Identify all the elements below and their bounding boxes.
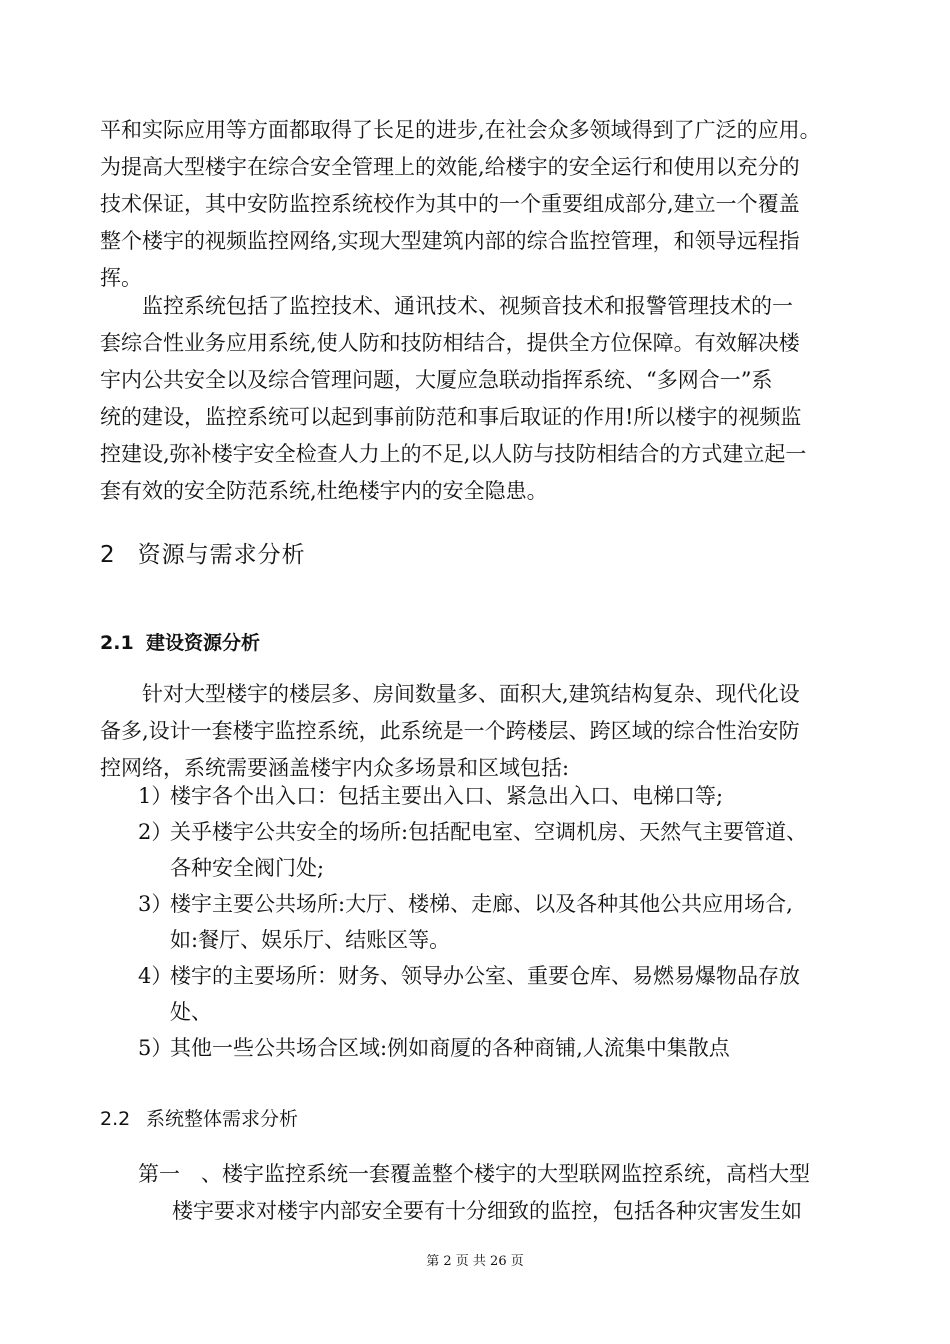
- paragraph-line: 技术保证，其中安防监控系统校作为其中的一个重要组成部分,建立一个覆盖: [100, 192, 800, 216]
- list-item-text: 关乎楼宇公共安全的场所:包括配电室、空调机房、天然气主要管道、: [170, 820, 808, 844]
- list-item-text: 楼宇主要公共场所:大厅、楼梯、走廊、以及各种其他公共应用场合,: [170, 892, 793, 916]
- section-number: 2.2: [100, 1108, 131, 1130]
- paragraph-1: [100, 112, 860, 297]
- list-item-text: 其他一些公共场合区域:例如商厦的各种商铺,人流集中集散点: [170, 1036, 730, 1060]
- list-item: [138, 958, 868, 1030]
- paragraph-line: 挥。: [100, 266, 142, 290]
- section-heading-2-1: [100, 628, 260, 655]
- section-title: 系统整体需求分析: [146, 1108, 299, 1130]
- list-marker: 1）: [138, 784, 173, 808]
- list-marker: 4）: [138, 964, 173, 988]
- section-heading-2: [100, 536, 306, 569]
- section-title: 建设资源分析: [146, 632, 261, 654]
- paragraph-line: 宇内公共安全以及综合管理问题，大厦应急联动指挥系统、“多网合一”系: [100, 368, 773, 392]
- area-list: [138, 778, 868, 1066]
- section-title: 资源与需求分析: [137, 542, 306, 568]
- paragraph-3: [100, 676, 860, 787]
- section-number: 2.1: [100, 632, 134, 654]
- list-item: [138, 1030, 868, 1066]
- paragraph-line: 平和实际应用等方面都取得了长足的进步,在社会众多领域得到了广泛的应用。: [100, 118, 821, 142]
- list-marker: 3）: [138, 892, 173, 916]
- paragraph-line: 套有效的安全防范系统,杜绝楼宇内的安全隐患。: [100, 479, 548, 503]
- page-footer: 第 2 页 共 26 页: [426, 1254, 524, 1269]
- paragraph-4: [138, 1156, 868, 1230]
- list-item-text: 各种安全阀门处;: [170, 856, 325, 880]
- list-item: [138, 886, 868, 958]
- paragraph-line: 为提高大型楼宇在综合安全管理上的效能,给楼宇的安全运行和使用以充分的: [100, 155, 800, 179]
- list-item-text: 处、: [170, 1000, 212, 1024]
- section-number: 2: [100, 542, 116, 568]
- paragraph-line: 套综合性业务应用系统,使人防和技防相结合，提供全方位保障。有效解决楼: [100, 331, 800, 355]
- paragraph-line: 控网络，系统需要涵盖楼宇内众多场景和区域包括:: [100, 756, 570, 780]
- paragraph-line: 监控系统包括了监控技术、通讯技术、视频音技术和报警管理技术的一: [142, 294, 793, 318]
- paragraph-line: 第一 、楼宇监控系统一套覆盖整个楼宇的大型联网监控系统，高档大型: [138, 1162, 810, 1186]
- paragraph-line: 整个楼宇的视频监控网络,实现大型建筑内部的综合监控管理，和领导远程指: [100, 229, 800, 253]
- paragraph-line: 楼宇要求对楼宇内部安全要有十分细致的监控，包括各种灾害发生如: [172, 1199, 802, 1223]
- list-marker: 2）: [138, 820, 173, 844]
- list-marker: 5）: [138, 1036, 173, 1060]
- list-item-text: 如:餐厅、娱乐厅、结账区等。: [170, 928, 451, 952]
- list-item-text: 楼宇各个出入口：包括主要出入口、紧急出入口、电梯口等;: [170, 784, 724, 808]
- paragraph-line: 备多,设计一套楼宇监控系统，此系统是一个跨楼层、跨区域的综合性治安防: [100, 719, 800, 743]
- list-item-text: 楼宇的主要场所：财务、领导办公室、重要仓库、易燃易爆物品存放: [170, 964, 800, 988]
- list-item: [138, 814, 868, 886]
- paragraph-2: [100, 288, 860, 510]
- paragraph-line: 针对大型楼宇的楼层多、房间数量多、面积大,建筑结构复杂、现代化设: [142, 682, 800, 706]
- list-item: [138, 778, 868, 814]
- paragraph-line: 控建设,弥补楼宇安全检查人力上的不足,以人防与技防相结合的方式建立起一: [100, 442, 807, 466]
- section-heading-2-2: [100, 1104, 298, 1131]
- paragraph-line: 统的建设，监控系统可以起到事前防范和事后取证的作用!所以楼宇的视频监: [100, 405, 802, 429]
